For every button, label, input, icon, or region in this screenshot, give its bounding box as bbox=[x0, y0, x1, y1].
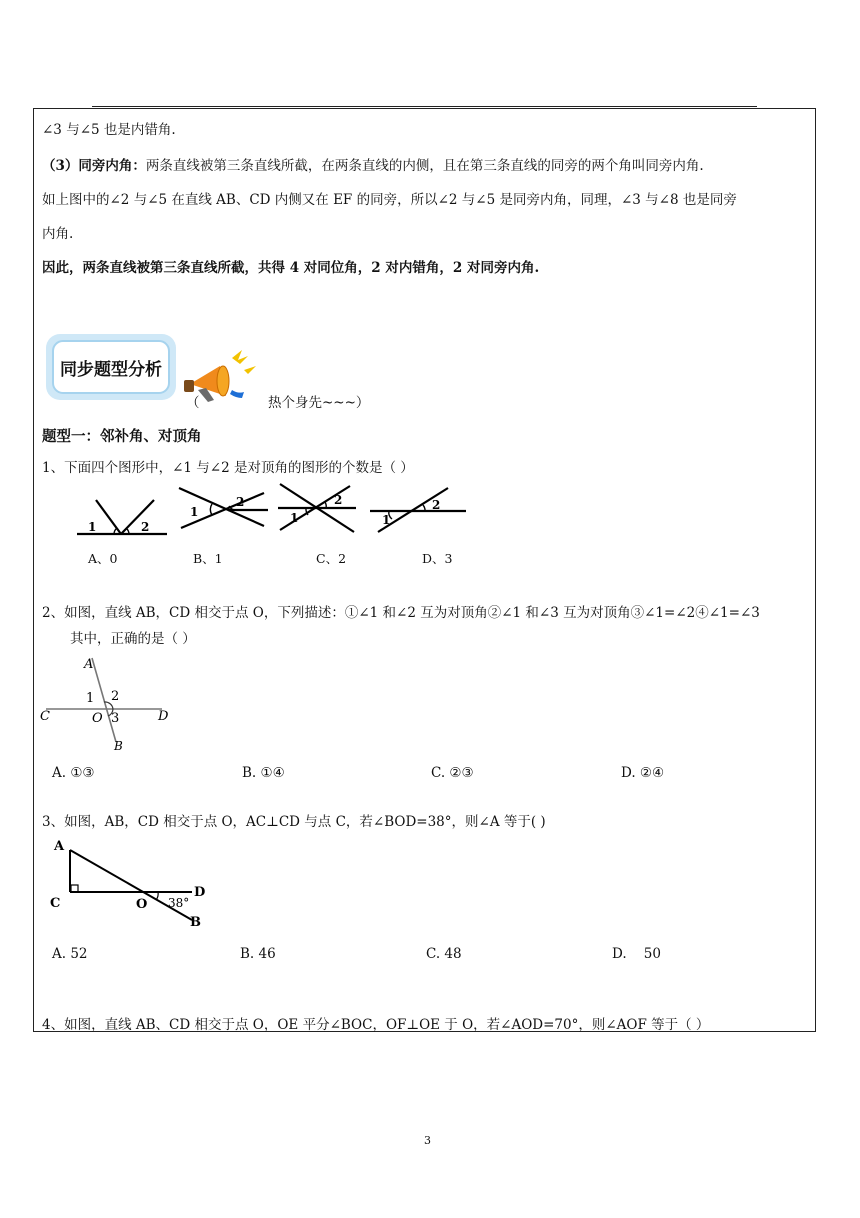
q4-stem: 4、如图，直线 AB、CD 相交于点 O，OE 平分∠BOC，OF⊥OE 于 O，若∠AOD=70°，则∠AOF 等于（ ） bbox=[42, 1017, 710, 1033]
q1-figure-d bbox=[368, 486, 468, 536]
q3-label-O: O bbox=[136, 897, 148, 912]
q3-label-A: A bbox=[54, 839, 65, 854]
q1-a-label-1: 1 bbox=[88, 520, 97, 534]
q1-option-c[interactable]: C、2 bbox=[316, 551, 347, 566]
q1-d-label-2: 2 bbox=[432, 498, 441, 512]
q3-figure bbox=[44, 834, 214, 934]
q1-c-label-2: 2 bbox=[334, 493, 343, 507]
page-number: 3 bbox=[424, 1134, 431, 1147]
q2-figure bbox=[40, 650, 180, 754]
summary-text: 因此，两条直线被第三条直线所截，共得 4 对同位角，2 对内错角，2 对同旁内角. bbox=[42, 260, 540, 276]
q2-label-C: C bbox=[40, 709, 50, 724]
q3-stem: 3、如图，AB，CD 相交于点 O，AC⊥CD 与点 C，若∠BOD=38°，则∠A 等于( ) bbox=[42, 814, 546, 830]
same-side-example-line1: 如上图中的∠2 与∠5 在直线 AB、CD 内侧又在 EF 的同旁，所以∠2 与∠5 是同旁内角，同理，∠3 与∠8 也是同旁 bbox=[42, 192, 737, 208]
q3-option-b[interactable]: B. 46 bbox=[240, 946, 276, 962]
q1-b-label-2: 2 bbox=[236, 495, 245, 509]
q1-figure-c bbox=[276, 480, 360, 536]
intro-line: ∠3 与∠5 也是内错角. bbox=[42, 122, 176, 138]
q2-label-B: B bbox=[114, 739, 123, 753]
q1-option-d[interactable]: D、3 bbox=[422, 551, 453, 566]
q2-option-c[interactable]: C. ②③ bbox=[431, 765, 474, 781]
q2-label-O: O bbox=[92, 711, 103, 726]
section-badge bbox=[46, 334, 176, 400]
q3-label-D: D bbox=[194, 885, 206, 900]
q1-a-label-2: 2 bbox=[141, 520, 150, 534]
q2-label-angle1: 1 bbox=[86, 691, 95, 706]
q2-option-d[interactable]: D. ②④ bbox=[621, 765, 665, 781]
q3-label-B: B bbox=[190, 915, 201, 930]
q1-stem: 1、下面四个图形中，∠1 与∠2 是对顶角的图形的个数是（ ） bbox=[42, 460, 414, 476]
q1-c-label-1: 1 bbox=[290, 511, 299, 525]
q3-option-d[interactable]: D. 50 bbox=[612, 946, 661, 962]
q2-option-a[interactable]: A. ①③ bbox=[52, 765, 95, 781]
q1-figure-b bbox=[176, 484, 270, 532]
type1-heading: 题型一：邻补角、对顶角 bbox=[42, 429, 202, 445]
q3-label-angle: 38° bbox=[168, 896, 190, 910]
same-side-heading: （3）同旁内角： bbox=[42, 158, 146, 174]
same-side-definition bbox=[42, 154, 704, 174]
same-side-example-line2: 内角. bbox=[42, 226, 74, 242]
q1-figure-a bbox=[74, 496, 170, 538]
q2-label-D: D bbox=[158, 709, 169, 724]
same-side-def-text: 两条直线被第三条直线所截，在两条直线的内侧，且在第三条直线的同旁的两个角叫同旁内角. bbox=[145, 158, 704, 174]
warmup-open-paren: （ bbox=[186, 395, 200, 411]
q1-option-a[interactable]: A、0 bbox=[88, 551, 118, 566]
q2-stem-line2: 其中，正确的是（ ） bbox=[70, 631, 196, 647]
q3-option-a[interactable]: A. 52 bbox=[52, 946, 88, 962]
warmup-caption: 热个身先~~~） bbox=[268, 395, 370, 411]
q2-option-b[interactable]: B. ①④ bbox=[242, 765, 285, 781]
q3-option-c[interactable]: C. 48 bbox=[426, 946, 462, 962]
q2-stem-line1: 2、如图，直线 AB，CD 相交于点 O，下列描述：①∠1 和∠2 互为对顶角②∠1 和∠3 互为对顶角③∠1=∠2④∠1=∠3 bbox=[42, 605, 760, 621]
q1-option-b[interactable]: B、1 bbox=[193, 551, 223, 566]
q1-d-label-1: 1 bbox=[382, 513, 391, 527]
q3-label-C: C bbox=[50, 896, 61, 911]
q2-label-angle2: 2 bbox=[111, 689, 120, 704]
q1-b-label-1: 1 bbox=[190, 505, 199, 519]
section-badge-label: 同步题型分析 bbox=[52, 340, 170, 394]
q2-label-angle3: 3 bbox=[111, 711, 120, 726]
header-rule bbox=[92, 106, 757, 107]
q2-label-A: A bbox=[84, 657, 94, 672]
